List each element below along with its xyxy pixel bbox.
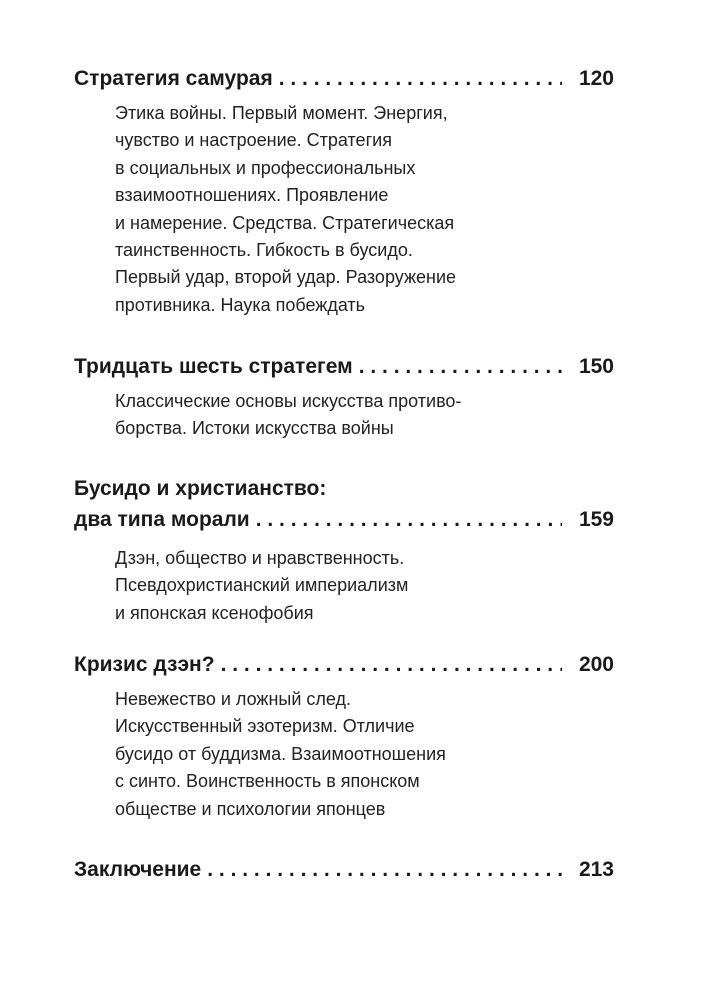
dot-leader — [221, 649, 562, 680]
toc-entry — [74, 351, 614, 443]
toc-entry-title: два типа морали — [74, 508, 250, 531]
description-line: бусидо от буддизма. Взаимоотношения — [115, 743, 446, 764]
toc-page-number: 159 — [578, 508, 614, 531]
toc-entry-title: Стратегия самурая — [74, 67, 273, 90]
toc-entry-description — [115, 686, 555, 823]
toc-entry — [74, 63, 614, 319]
toc-entry-title: Тридцать шесть стратегем — [74, 355, 353, 378]
toc-entry — [74, 473, 614, 627]
toc-entry-heading[interactable] — [74, 63, 614, 94]
dot-leader — [359, 351, 562, 382]
toc-entry — [74, 854, 614, 885]
dot-leader — [279, 63, 562, 94]
toc-entry — [74, 649, 614, 823]
toc-entry-title: Заключение — [74, 858, 202, 881]
description-line: Этика войны. Первый момент. Энергия, — [115, 103, 448, 123]
description-line: Дзэн, общество и нравственность. — [115, 548, 405, 568]
description-line: Невежество и ложный след. — [115, 689, 352, 709]
description-line: Классические основы искусства противо- — [115, 391, 462, 411]
toc-page-number: 120 — [578, 67, 614, 90]
description-line: и японская ксенофобия — [115, 602, 314, 623]
toc-entry-title: Кризис дзэн? — [74, 653, 215, 676]
description-line: таинственность. Гибкость в бусидо. — [115, 239, 413, 260]
description-line: противника. Наука побеждать — [115, 294, 366, 315]
toc-entry-heading[interactable] — [74, 351, 614, 382]
description-line: обществе и психологии японцев — [115, 798, 386, 819]
toc-page-number: 200 — [578, 653, 614, 676]
description-line: чувство и настроение. Стратегия — [115, 130, 392, 151]
description-line: Первый удар, второй удар. Разоружение — [115, 267, 457, 288]
toc-page-number: 150 — [578, 355, 614, 378]
dot-leader — [207, 854, 562, 885]
toc-entry-heading[interactable] — [74, 649, 614, 680]
toc-entry-heading[interactable] — [74, 504, 614, 535]
description-line: в социальных и профессиональных — [115, 157, 416, 178]
table-of-contents — [74, 63, 614, 881]
toc-page-number: 213 — [578, 858, 614, 881]
description-line: Псевдохристианский империализм — [115, 575, 409, 596]
toc-entry-description — [115, 545, 555, 627]
toc-entry-title-line1[interactable]: Бусидо и христианство: — [74, 477, 327, 500]
description-line: с синто. Воинственность в японском — [115, 771, 420, 792]
toc-entry-description — [115, 100, 555, 319]
toc-entry-description — [115, 388, 555, 443]
description-line: борства. Истоки искусства войны — [115, 418, 394, 439]
dot-leader — [256, 504, 562, 535]
description-line: и намерение. Средства. Стратегическая — [115, 212, 455, 233]
toc-entry-heading[interactable] — [74, 854, 614, 885]
description-line: взаимоотношениях. Проявление — [115, 185, 389, 206]
description-line: Искусственный эзотеризм. Отличие — [115, 716, 415, 737]
